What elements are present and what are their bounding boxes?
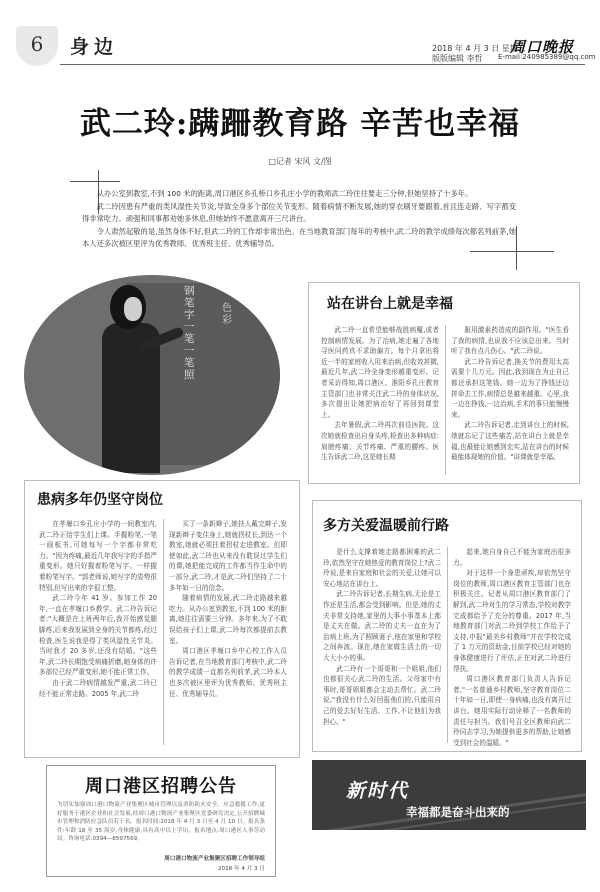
- issue-date: 2018 年 4 月 3 日 星期二: [432, 44, 526, 53]
- new-era-title: 新时代: [346, 780, 410, 802]
- paragraph: 周口港区孝堰口乡中心校工作人员告诉记者,在当地教育部门考核中,武二玲的教学成绩一直都名列前茅,武二玲本人也多次被区里评为优秀教师、优秀班主任、优秀辅导员。: [169, 647, 287, 698]
- header-divider: [60, 64, 585, 65]
- column-rule: [447, 547, 448, 743]
- lead-p1: 从办公室到教室,不到 100 米的距离,周口港区乡孔桥口乡孔庄小学的教师武二玲往往要走三分钟,但她坚持了十多年。: [96, 189, 473, 198]
- headline: 武二玲:蹒跚教育路 辛苦也幸福: [79, 106, 521, 142]
- crop-mark: [470, 251, 554, 252]
- lead-p2: 武二玲因患有严重的类风湿性关节炎,导致全身多个部位关节变形。随着病情不断发展,她的穿衣刷牙要跟着,首且连走路、写字都变得非常吃力。顽强和同事都劝她多休息,但她始终不愿意离开三尺讲台。: [82, 201, 516, 223]
- paragraph: 去年暑假,武二玲再次前往医院。这次她就检查出自身头疼,检查出多种病症:肩膀疼痛、关节疼痛、严重的腰疼。医生告诉武二玲,这是她长期: [321, 421, 439, 462]
- recruitment-body: 为切实加强周口港口物流产业集聚区城市管理以及消防防火安全、应急救援工作,更好服务于港区企业和社会发展,经周口港口物流产业集聚区党委研究决定,公开招聘城市管理和消防应急队员若干名。报名时间:2018 年 4 月 3 日至 4 月 10 日。报名条件:年龄 18 至 35 周岁,身体健康,具有高中以上学历。报名地点:周口港区人事劳动局。咨询电话:0394—8597569。: [57, 802, 265, 843]
- section-title-perseverance: 患病多年仍坚守岗位: [37, 492, 163, 508]
- paragraph: 武二玲有一个哥哥和一个姐姐,他们也都很关心武二玲的生活。父母家中有事时,哥哥姐姐都会主动去帮忙。武二玲说,"我没有什么好回报他们的,只能用自己的爱去好好生活、工作,不让他们为我担心。": [323, 664, 441, 726]
- section-title-care: 多方关爱温暖前行路: [323, 518, 449, 534]
- paragraph: 是什么支撑着她走路都困难的武二玲,依然坚守在她热爱的教育岗位上?武二玲说,是来自家庭和社会的关爱,让她可以安心地站在讲台上。: [323, 548, 441, 588]
- recruitment-notice: [46, 765, 276, 877]
- recruitment-title: 周口港区招聘公告: [85, 776, 237, 797]
- section-perseverance-col2: [169, 519, 287, 699]
- section-care-col2: [453, 547, 571, 748]
- recruitment-signature: 周口港口物流产业集聚区招聘工作领导组: [164, 856, 265, 862]
- paragraph: 在孝堰口乡孔庄小学的一间教室内,武二玲正给学生们上课。手握粉笔,一笔一画板书,可她每写一个字都非常吃力。"因为疼痛,最近几年我写字的手指严重变形。她只好握着粉笔写字。一样握着粉笔写字。"郭老师说,她写字的姿势很特别,但写出来的字很工整。: [39, 520, 157, 592]
- crop-mark: [70, 181, 120, 182]
- column-rule: [445, 325, 446, 475]
- section-care-col1: [323, 547, 441, 727]
- page-editor: 版版编辑 李哲: [432, 54, 483, 63]
- section-happiness: [308, 282, 580, 484]
- section-perseverance-col1: [39, 519, 157, 699]
- crop-mark: [516, 226, 517, 270]
- page-number-badge: [16, 26, 58, 66]
- section-care: [312, 500, 582, 752]
- section-happiness-col1: [321, 325, 439, 463]
- section-happiness-col2: [451, 325, 569, 463]
- editor-email: E-mail:240985389@qq.com: [498, 53, 596, 61]
- new-era-banner: [312, 760, 586, 830]
- paragraph: 武二玲今年 41 岁。参加工作 20 年,一直在孝堰口乡教学。武二玲告诉记者:"大概是在上班两年后,我开始感觉腿脚疼,后来我发展到全身的关节都疼,经过检查,医生说我是得了类风湿性关节炎。当时我才 20 多岁,还没有结婚。"这些年,武二玲长期饱受病痛折磨,她身体的许多部位已经严重变形,她不能正常工作。: [39, 594, 157, 677]
- teacher-face: [124, 297, 142, 321]
- blackboard-writing: 钢笔字一笔一笔照: [184, 285, 195, 381]
- page-number: 6: [30, 32, 44, 56]
- section-perseverance: [24, 480, 300, 758]
- section-title: 身边: [70, 36, 119, 58]
- lead-p3: 令人肃然起敬的是,虽然身体不好,但武二玲的工作却非常出色。在当地教育部门每年的考核中,武二玲的教学成绩每次都名列前茅,她本人还多次被区里评为优秀教师、优秀班主任、优秀辅导员。: [82, 226, 516, 248]
- paragraph: 服用激素药造成的副作用。"医生看了我的病情,也说我不应该总出来。当时听了我有点儿伤心。"武二玲说。: [451, 326, 569, 356]
- paragraph: 买了一条新辫子,她扶人戴完辫子,发现新辫子变住身上,她就拐杖长,到达一个教室,她就必须拄着拐杖走进教室。但即使如此,武二玲也从来没有耽误过学生们的课,她把能完成的工作都当作生命中的一部分,武二玲,才是武二玲们坚持了二十多年如一日的信念。: [169, 520, 287, 592]
- paragraph: 由于武二玲病情越发严重,武二玲已经不能正常走路。2005 年,武二玲: [39, 678, 157, 698]
- teacher-photo: [24, 275, 280, 475]
- paragraph: 武二玲告诉记者,换关节的费用太高需要十几万元。因此,我到现在为止自己都还承担这笔钱。她一边为了挣钱还边拼命去工作,病情总是越来越重。心里,我一边在挣钱,一边治病,手术的事只能慢慢来。: [451, 357, 569, 419]
- column-rule: [163, 519, 164, 745]
- paragraph: 起来,她自身自己不能为家庭出很多力。: [453, 548, 571, 567]
- paragraph: 武二玲告诉记者,走到讲台上的时候,她就忘记了这些痛苦,站在讲台上就是幸福,也最能让她感到充实,站在讲台的时候最能体现她的价值。"讲课就是幸福。: [451, 421, 569, 462]
- lead-paragraph: [82, 188, 516, 251]
- blackboard-writing-2: 色彩: [222, 303, 232, 326]
- newspaper-logo: 周口晚报: [510, 38, 575, 56]
- paragraph: 武二玲一直希望能够战胜病魔,或者控制病情发展。为了治病,她走遍了各地寻医问药真不求助偏方。每个月拿出将近一半的家庭收入用来治病,但收效甚微,最近几年,武二玲全身变形越重变形。记者采访得知,周口港区、淮阳乡孔庄教育主管部门也非常关注武二玲的身体状况,多次提出让她把病治好了再回到课堂上。: [321, 326, 439, 419]
- paragraph: 周口港区教育部门负责人告诉记者,"一名普通乡村教师,坚守教育岗位二十年如一日,即使一身病痛,也没有离开过讲台。她用实际行动诠释了一名教师的责任与担当。我们号召全区教师向武二玲同志学习,为她提供更多的帮助,让她感受到社会的温暖。": [453, 675, 571, 747]
- recruitment-date: 2018 年 4 月 3 日: [217, 866, 265, 872]
- paragraph: 对于这样一个身患顽疾,却依然坚守岗位的教师,周口港区教育主管部门也在积极关注。记者从周口港区教育部门了解到,武二玲对生的学习常态,学校对教学完成都给予了充分的尊重。2017 年,当地教育部门对武二玲到学校工作给予了支持,申报"最美乡村教师"并在学校完成了 1 万元的资助金,目前学校已经对她的身体健康进行了评估,正在对武二玲进行帮扶。: [453, 569, 571, 673]
- paragraph: 武二玲告诉记者,长期生病,无论是工作还是生活,都会受到影响。但是,她的丈夫非常支持她,家里的大事小事基本上都是丈夫在做。武二玲的丈夫一直在为了治病上班,为了照顾妻子,他在家里和学校之间奔波。现在,她在家做生活上的一切大大小小的事。: [323, 590, 441, 662]
- section-title-happiness: 站在讲台上就是幸福: [327, 296, 453, 312]
- paragraph: 随着病情的发展,武二玲走路越来越吃力。从办公室到教室,不到 100 米的距离,她往往需要三分钟。多年来,为了不耽误给孩子们上课,武二玲每次都提前去教室。: [169, 594, 287, 645]
- byline: □记者 宋风 文/图: [268, 157, 332, 166]
- new-era-subtitle: 幸福都是奋斗出来的: [406, 805, 510, 819]
